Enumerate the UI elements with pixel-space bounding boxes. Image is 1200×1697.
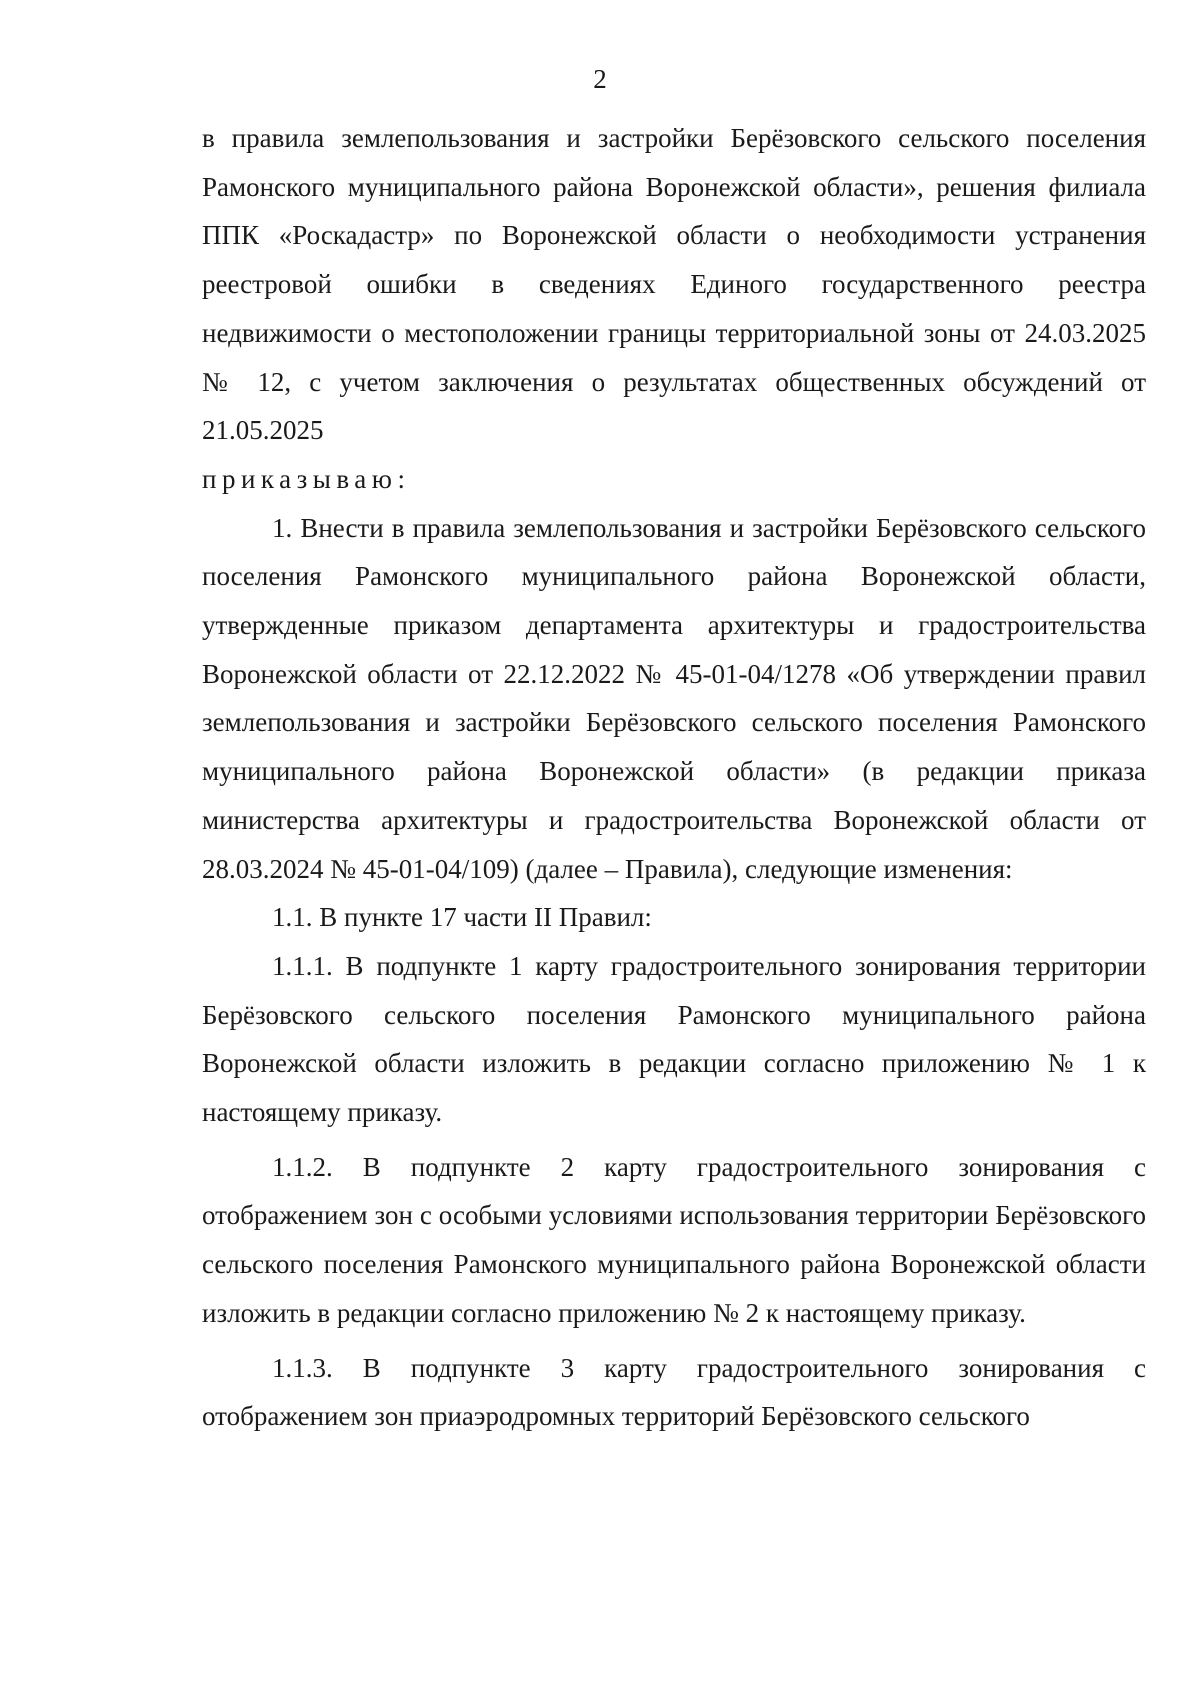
paragraph-item-1-1: 1.1. В пункте 17 части II Правил: [272,902,652,933]
paragraph-item-1: 1. Внести в правила землепользования и застройки Берёзовского сельского поселения Рамонского муниципального района Воронежской области, утвержденные приказом департамента архитектуры и градостроительства Воронежской области от 22.12.2022 № 45-01-04/1278 «Об утверждении правил землепользования и застройки Берёзовского сельского поселения Рамонского муниципального района Воронежской области» (в редакции приказа министерства архитектуры и градостроительства Воронежской области от 28.03.2024 № 45-01-04/109) (далее – Правила), следующие изменения: [202,512,1146,884]
paragraph-item-1-1-3: 1.1.3. В подпункте 3 карту градостроительного зонирования с отображением зон приаэродромных территорий Берёзовского сельского [202,1352,1146,1432]
paragraph-directive: приказываю: [202,463,411,494]
paragraph-item-1-1-2: 1.1.2. В подпункте 2 карту градостроительного зонирования с отображением зон с особыми условиями использования территории Берёзовского сельского поселения Рамонского муниципального района Воронежской области изложить в редакции согласно приложению № 2 к настоящему приказу. [202,1151,1146,1328]
page-number: 2 [593,64,607,94]
paragraph-item-1-1-1: 1.1.1. В подпункте 1 карту градостроительного зонирования территории Берёзовского сельского поселения Рамонского муниципального района Воронежской области изложить в редакции согласно приложению № 1 к настоящему приказу. [202,950,1146,1128]
document-body [202,114,1146,1441]
paragraph-preamble-continuation: в правила землепользования и застройки Берёзовского сельского поселения Рамонского муниципального района Воронежской области», решения филиала ППК «Роскадастр» по Воронежской области о необходимости устранения реестровой ошибки в сведениях Единого государственного реестра недвижимости о местоположении границы территориальной зоны от 24.03.2025 № 12, с учетом заключения о результатах общественных обсуждений от 21.05.2025 [202,123,1146,446]
